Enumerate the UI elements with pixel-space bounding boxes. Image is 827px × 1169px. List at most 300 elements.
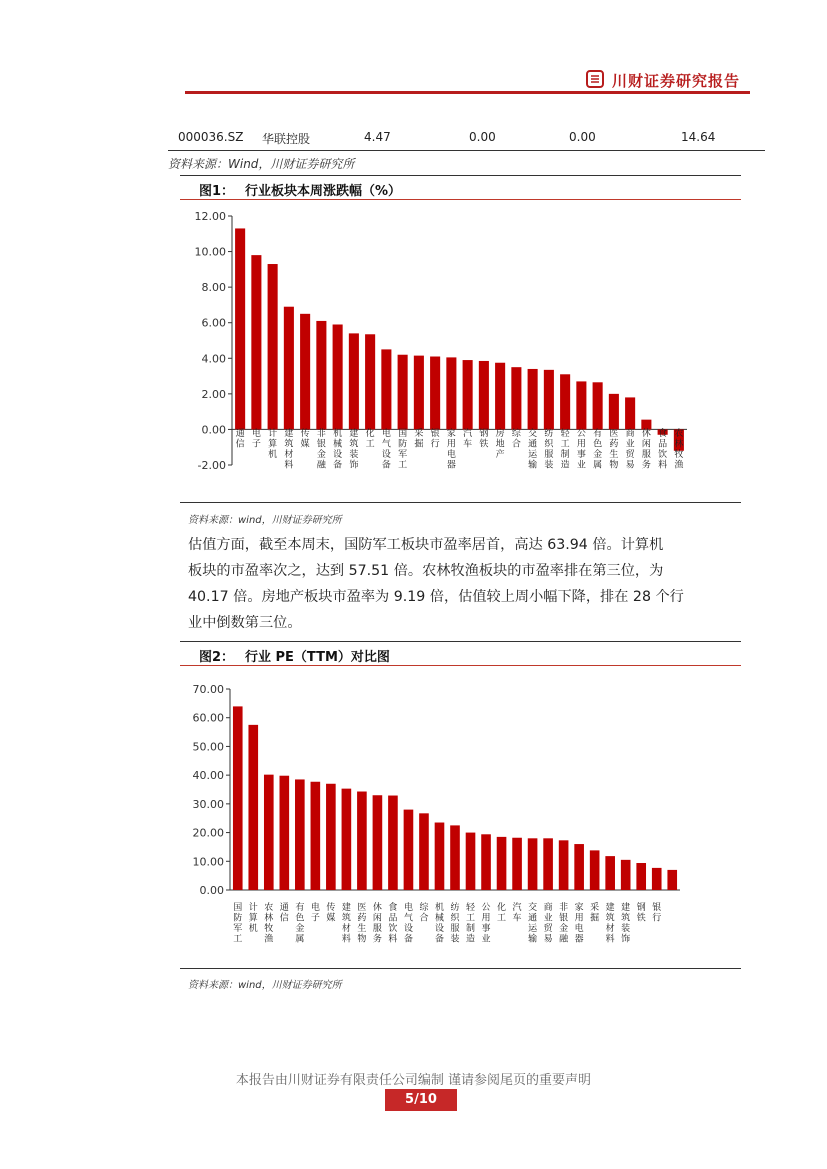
bar bbox=[528, 369, 538, 429]
x-category-char: 通 bbox=[528, 913, 538, 924]
stock-code: 000036.SZ bbox=[178, 130, 244, 144]
bar bbox=[404, 810, 414, 890]
x-category-char: 非 bbox=[316, 429, 326, 439]
x-category-label bbox=[528, 901, 538, 945]
x-category-label bbox=[280, 902, 289, 924]
x-category-char: 运 bbox=[528, 924, 538, 934]
x-category-char: 设 bbox=[381, 450, 391, 460]
brand-title: 川财证券研究报告 bbox=[612, 72, 741, 90]
x-category-char: 渔 bbox=[674, 460, 684, 471]
x-category-char: 媒 bbox=[300, 439, 310, 450]
x-category-char: 输 bbox=[528, 460, 538, 471]
figure1-label: 图1： bbox=[199, 184, 235, 199]
x-category-char: 料 bbox=[605, 934, 615, 945]
x-category-char: 医 bbox=[357, 903, 367, 913]
x-category-char: 物 bbox=[609, 460, 619, 471]
bar bbox=[414, 356, 424, 430]
x-category-char: 电 bbox=[381, 429, 391, 439]
x-category-char: 电 bbox=[403, 903, 413, 913]
bar bbox=[357, 792, 367, 890]
x-category-label bbox=[466, 901, 476, 945]
x-category-char: 贸 bbox=[625, 450, 635, 460]
x-category-char: 通 bbox=[279, 903, 289, 913]
x-category-char: 用 bbox=[446, 439, 456, 450]
x-category-char: 生 bbox=[357, 924, 367, 934]
bar bbox=[373, 795, 383, 890]
x-category-char: 药 bbox=[609, 439, 619, 450]
bar bbox=[233, 706, 243, 890]
x-category-char: 筑 bbox=[605, 913, 615, 924]
x-category-label bbox=[388, 901, 397, 945]
x-category-char: 渔 bbox=[264, 934, 274, 945]
x-category-char: 筑 bbox=[621, 913, 631, 924]
x-category-char: 备 bbox=[381, 460, 391, 471]
table-bottom-rule bbox=[168, 150, 765, 151]
x-category-char: 掘 bbox=[414, 439, 424, 450]
bar bbox=[235, 228, 245, 429]
y-tick-label: 20.00 bbox=[192, 826, 224, 840]
x-category-char: 机 bbox=[248, 924, 258, 934]
figure2-title: 行业 PE（TTM）对比图 bbox=[245, 650, 390, 665]
x-category-char: 易 bbox=[625, 460, 635, 471]
x-category-char: 械 bbox=[333, 439, 343, 450]
x-category-char: 银 bbox=[652, 903, 662, 913]
x-category-label bbox=[561, 427, 571, 471]
x-category-char: 金 bbox=[295, 924, 305, 934]
x-category-char: 子 bbox=[251, 439, 261, 450]
x-category-char: 气 bbox=[403, 913, 413, 924]
x-category-char: 牧 bbox=[264, 924, 274, 934]
x-category-char: 农 bbox=[674, 429, 684, 439]
x-category-char: 饮 bbox=[658, 450, 668, 460]
x-category-char: 计 bbox=[248, 903, 258, 913]
x-category-char: 设 bbox=[403, 924, 413, 934]
y-tick-label: 0.00 bbox=[201, 423, 226, 437]
x-category-char: 交 bbox=[528, 429, 538, 439]
x-category-label bbox=[609, 428, 618, 471]
x-category-char: 建 bbox=[621, 903, 631, 913]
x-category-char: 银 bbox=[316, 439, 326, 450]
x-category-char: 车 bbox=[512, 913, 522, 924]
x-category-char: 料 bbox=[658, 460, 668, 471]
x-category-label bbox=[606, 901, 615, 945]
x-category-label bbox=[497, 901, 506, 924]
x-category-char: 装 bbox=[621, 924, 631, 934]
x-category-char: 建 bbox=[284, 429, 294, 439]
x-category-label bbox=[674, 427, 683, 471]
x-category-char: 公 bbox=[481, 903, 491, 913]
bar bbox=[641, 420, 651, 430]
x-category-label bbox=[419, 901, 429, 924]
x-category-char: 闲 bbox=[372, 913, 382, 924]
figure1-source: 资料来源：wind，川财证券研究所 bbox=[188, 515, 342, 526]
bar bbox=[609, 394, 619, 430]
x-category-char: 化 bbox=[365, 429, 375, 439]
x-category-char: 商 bbox=[543, 903, 553, 913]
bar bbox=[248, 725, 258, 890]
y-tick-label: 0.00 bbox=[199, 884, 224, 897]
x-category-char: 传 bbox=[326, 903, 336, 913]
x-category-label bbox=[544, 901, 554, 945]
bar bbox=[667, 870, 677, 890]
x-category-label bbox=[479, 427, 488, 450]
bar bbox=[326, 784, 336, 890]
x-category-char: 贸 bbox=[543, 924, 553, 934]
x-category-char: 事 bbox=[576, 450, 586, 460]
x-category-char: 备 bbox=[403, 934, 413, 945]
x-category-label bbox=[450, 901, 460, 945]
x-category-char: 通 bbox=[235, 429, 245, 439]
bar bbox=[311, 782, 321, 890]
bar bbox=[576, 381, 586, 429]
x-category-label bbox=[264, 901, 273, 945]
x-category-label bbox=[326, 901, 335, 924]
x-category-label bbox=[621, 901, 630, 945]
x-category-char: 掘 bbox=[590, 913, 600, 924]
x-category-char: 银 bbox=[430, 429, 440, 439]
figure2-title-rule bbox=[180, 665, 741, 666]
x-category-char: 非 bbox=[559, 903, 569, 913]
x-category-char: 服 bbox=[641, 450, 651, 460]
x-category-char: 工 bbox=[560, 439, 570, 450]
x-category-char: 工 bbox=[365, 439, 375, 450]
x-category-label bbox=[637, 901, 646, 924]
x-category-char: 建 bbox=[605, 903, 615, 913]
x-category-char: 色 bbox=[593, 439, 603, 450]
x-category-char: 装 bbox=[450, 934, 460, 945]
x-category-char: 生 bbox=[609, 450, 619, 460]
x-category-char: 工 bbox=[233, 934, 243, 945]
x-category-label bbox=[249, 901, 258, 934]
y-tick-label: 8.00 bbox=[201, 281, 226, 295]
x-category-char: 银 bbox=[559, 913, 569, 924]
x-category-char: 运 bbox=[528, 450, 538, 460]
x-category-char: 铁 bbox=[636, 913, 646, 924]
x-category-char: 业 bbox=[625, 439, 635, 450]
x-category-char: 牧 bbox=[674, 450, 684, 460]
header-divider bbox=[185, 91, 750, 94]
bar bbox=[300, 314, 310, 430]
bar bbox=[511, 367, 521, 429]
x-category-char: 业 bbox=[481, 934, 491, 945]
paragraph-line: 板块的市盈率次之，达到 57.51 倍。农林牧渔板块的市盈率排在第三位，为 bbox=[188, 563, 664, 579]
y-tick-label: 70.00 bbox=[192, 683, 224, 696]
y-tick-label: 6.00 bbox=[201, 316, 226, 330]
x-category-char: 子 bbox=[310, 913, 320, 924]
paragraph-line: 估值方面，截至本周末，国防军工板块市盈率居首，高达 63.94 倍。计算机 bbox=[188, 537, 664, 553]
x-category-char: 采 bbox=[414, 429, 424, 439]
x-category-char: 金 bbox=[559, 924, 569, 934]
x-category-char: 制 bbox=[466, 924, 476, 934]
x-category-label bbox=[512, 427, 522, 450]
y-tick-label: 2.00 bbox=[201, 387, 226, 401]
y-tick-label: 30.00 bbox=[192, 797, 224, 811]
x-category-char: 采 bbox=[590, 903, 600, 913]
x-category-char: 筑 bbox=[341, 913, 351, 924]
bar bbox=[574, 844, 584, 890]
x-category-char: 造 bbox=[466, 934, 476, 945]
x-category-char: 备 bbox=[434, 934, 444, 945]
x-category-label bbox=[233, 902, 242, 945]
x-category-label bbox=[447, 427, 456, 471]
x-category-char: 汽 bbox=[512, 903, 522, 913]
x-category-char: 化 bbox=[497, 903, 507, 913]
figure2-chart bbox=[180, 678, 740, 965]
bar bbox=[349, 333, 359, 429]
x-category-char: 传 bbox=[300, 429, 310, 439]
bar bbox=[316, 321, 326, 429]
x-category-label bbox=[590, 901, 599, 924]
x-category-char: 休 bbox=[641, 429, 651, 439]
x-category-char: 纺 bbox=[450, 903, 460, 913]
x-category-char: 务 bbox=[372, 934, 382, 945]
x-category-char: 算 bbox=[268, 439, 278, 450]
x-category-char: 融 bbox=[316, 460, 326, 471]
x-category-char: 食 bbox=[658, 429, 668, 439]
x-category-char: 防 bbox=[398, 439, 408, 450]
x-category-char: 气 bbox=[381, 439, 391, 450]
bar bbox=[466, 833, 476, 890]
x-category-char: 交 bbox=[528, 903, 538, 913]
x-category-char: 家 bbox=[574, 903, 584, 913]
x-category-char: 用 bbox=[576, 439, 586, 450]
x-category-char: 车 bbox=[463, 439, 473, 450]
bar bbox=[463, 360, 473, 429]
x-category-label bbox=[414, 427, 423, 450]
bar bbox=[652, 868, 662, 890]
x-category-label bbox=[593, 427, 602, 471]
x-category-char: 品 bbox=[658, 439, 668, 450]
bar bbox=[365, 334, 375, 429]
x-category-char: 材 bbox=[284, 450, 294, 460]
x-category-char: 产 bbox=[495, 450, 505, 460]
x-category-label bbox=[311, 901, 320, 924]
x-category-char: 料 bbox=[388, 934, 398, 945]
x-category-char: 家 bbox=[446, 429, 456, 439]
bar bbox=[605, 856, 615, 890]
x-category-label bbox=[317, 427, 327, 471]
x-category-char: 务 bbox=[641, 460, 651, 471]
bar bbox=[388, 796, 398, 890]
x-category-char: 器 bbox=[446, 460, 456, 471]
x-category-char: 汽 bbox=[463, 429, 473, 439]
bar bbox=[559, 840, 569, 890]
x-category-char: 备 bbox=[333, 460, 343, 471]
x-category-label bbox=[577, 428, 586, 471]
x-category-char: 军 bbox=[398, 450, 408, 460]
x-category-char: 设 bbox=[333, 450, 343, 460]
source-note-top: 资料来源：Wind，川财证券研究所 bbox=[168, 157, 355, 171]
x-category-char: 织 bbox=[450, 913, 460, 924]
bar bbox=[446, 357, 456, 429]
x-category-char: 林 bbox=[674, 439, 684, 450]
x-category-char: 用 bbox=[481, 913, 491, 924]
x-category-char: 建 bbox=[341, 903, 351, 913]
bar bbox=[621, 860, 631, 890]
x-category-char: 用 bbox=[574, 913, 584, 924]
x-category-label bbox=[435, 901, 444, 945]
x-category-char: 计 bbox=[268, 429, 278, 439]
x-category-char: 融 bbox=[559, 934, 569, 945]
x-category-char: 商 bbox=[625, 429, 635, 439]
x-category-char: 食 bbox=[388, 903, 398, 913]
x-category-char: 通 bbox=[528, 439, 538, 450]
x-category-char: 行 bbox=[430, 439, 440, 450]
x-category-char: 服 bbox=[372, 924, 382, 934]
x-category-char: 料 bbox=[284, 460, 294, 471]
x-category-char: 休 bbox=[372, 903, 382, 913]
x-category-char: 筑 bbox=[349, 439, 359, 450]
x-category-char: 装 bbox=[544, 460, 554, 471]
bar bbox=[430, 357, 440, 430]
bar bbox=[342, 789, 352, 890]
x-category-char: 机 bbox=[434, 903, 444, 913]
x-category-char: 公 bbox=[576, 429, 586, 439]
x-category-char: 输 bbox=[528, 934, 538, 945]
x-category-label bbox=[398, 428, 407, 471]
y-tick-label: 4.00 bbox=[201, 352, 226, 366]
x-category-char: 综 bbox=[511, 429, 521, 439]
figure2-label: 图2： bbox=[199, 650, 235, 665]
x-category-label bbox=[513, 901, 522, 924]
x-category-label bbox=[431, 427, 440, 450]
figure1-chart bbox=[180, 205, 740, 500]
chuancai-logo-icon bbox=[586, 70, 604, 88]
x-category-char: 工 bbox=[497, 913, 507, 924]
x-category-char: 金 bbox=[593, 450, 603, 460]
x-category-char: 业 bbox=[543, 913, 553, 924]
x-category-label bbox=[544, 427, 554, 471]
x-category-char: 算 bbox=[248, 913, 258, 924]
bar bbox=[280, 776, 290, 890]
x-category-label bbox=[652, 901, 661, 924]
x-category-label bbox=[366, 427, 375, 450]
x-category-label bbox=[268, 427, 277, 460]
x-category-char: 品 bbox=[388, 913, 398, 924]
x-category-char: 机 bbox=[333, 429, 343, 439]
valuation-paragraph bbox=[188, 532, 748, 636]
x-category-char: 闲 bbox=[641, 439, 651, 450]
x-category-char: 行 bbox=[652, 913, 662, 924]
bar bbox=[528, 838, 538, 890]
figure1-bottom-rule bbox=[180, 502, 741, 503]
x-category-char: 金 bbox=[316, 450, 326, 460]
x-category-char: 属 bbox=[295, 934, 305, 945]
x-category-label bbox=[528, 427, 538, 471]
x-category-label bbox=[575, 901, 584, 945]
x-category-char: 信 bbox=[279, 913, 289, 924]
x-category-label bbox=[373, 901, 382, 945]
x-category-char: 铁 bbox=[479, 439, 489, 450]
figure1-title: 行业板块本周涨跌幅（%） bbox=[245, 184, 402, 199]
x-category-char: 媒 bbox=[326, 913, 336, 924]
bar bbox=[268, 264, 278, 429]
x-category-char: 有 bbox=[593, 429, 603, 439]
bar bbox=[512, 838, 522, 890]
x-category-char: 饰 bbox=[349, 460, 359, 471]
y-tick-label: -2.00 bbox=[197, 459, 226, 472]
bar bbox=[636, 863, 646, 890]
x-category-label bbox=[382, 427, 391, 471]
bar bbox=[284, 307, 294, 430]
bar bbox=[419, 813, 429, 890]
x-category-label bbox=[482, 902, 491, 945]
x-category-label bbox=[252, 427, 261, 450]
x-category-char: 服 bbox=[544, 450, 554, 460]
x-category-label bbox=[658, 427, 667, 471]
figure1-top-rule bbox=[180, 175, 741, 176]
x-category-label bbox=[236, 428, 245, 450]
x-category-char: 房 bbox=[495, 429, 505, 439]
x-category-label bbox=[463, 427, 472, 450]
x-category-char: 军 bbox=[233, 924, 243, 934]
x-category-label bbox=[301, 427, 310, 450]
x-category-label bbox=[559, 901, 569, 945]
x-category-char: 织 bbox=[544, 439, 554, 450]
x-category-label bbox=[295, 901, 304, 945]
x-category-label bbox=[496, 427, 505, 460]
x-category-char: 综 bbox=[419, 903, 429, 913]
x-category-char: 轻 bbox=[466, 903, 476, 913]
table-value-3: 0.00 bbox=[569, 130, 596, 144]
figure2-top-rule bbox=[180, 641, 741, 642]
figure1-title-rule bbox=[180, 199, 741, 200]
bar bbox=[544, 370, 554, 430]
x-category-char: 电 bbox=[310, 903, 320, 913]
x-category-char: 有 bbox=[295, 903, 305, 913]
x-category-label bbox=[642, 427, 651, 471]
bar bbox=[481, 834, 491, 890]
y-tick-label: 50.00 bbox=[192, 740, 224, 754]
x-category-char: 电 bbox=[574, 924, 584, 934]
x-category-char: 服 bbox=[450, 924, 460, 934]
table-value-2: 0.00 bbox=[469, 130, 496, 144]
x-category-char: 建 bbox=[349, 429, 359, 439]
x-category-label bbox=[404, 901, 413, 945]
x-category-char: 钢 bbox=[479, 429, 489, 439]
x-category-char: 国 bbox=[233, 903, 243, 913]
x-category-char: 电 bbox=[446, 450, 456, 460]
bar bbox=[398, 355, 408, 430]
y-tick-label: 40.00 bbox=[192, 769, 224, 783]
x-category-char: 色 bbox=[295, 913, 305, 924]
x-category-label bbox=[342, 901, 351, 945]
x-category-label bbox=[284, 427, 293, 471]
table-value-1: 4.47 bbox=[364, 130, 391, 144]
x-category-char: 钢 bbox=[636, 903, 646, 913]
y-tick-label: 60.00 bbox=[192, 711, 224, 725]
x-category-char: 业 bbox=[576, 460, 586, 471]
x-category-char: 易 bbox=[543, 934, 553, 945]
bar bbox=[497, 837, 507, 890]
x-category-char: 物 bbox=[357, 934, 367, 945]
y-tick-label: 12.00 bbox=[194, 210, 226, 223]
bar bbox=[560, 374, 570, 429]
x-category-char: 饮 bbox=[388, 924, 398, 934]
x-category-char: 饰 bbox=[621, 934, 631, 945]
x-category-char: 药 bbox=[357, 913, 367, 924]
x-category-char: 器 bbox=[574, 934, 584, 945]
x-category-char: 材 bbox=[605, 924, 615, 934]
x-category-char: 工 bbox=[466, 913, 476, 924]
x-category-char: 信 bbox=[235, 439, 245, 450]
x-category-char: 工 bbox=[398, 460, 408, 471]
figure2-source: 资料来源：wind，川财证券研究所 bbox=[188, 980, 342, 991]
x-category-char: 装 bbox=[349, 450, 359, 460]
bar bbox=[479, 361, 489, 429]
x-category-char: 医 bbox=[609, 429, 619, 439]
bar bbox=[435, 823, 445, 890]
